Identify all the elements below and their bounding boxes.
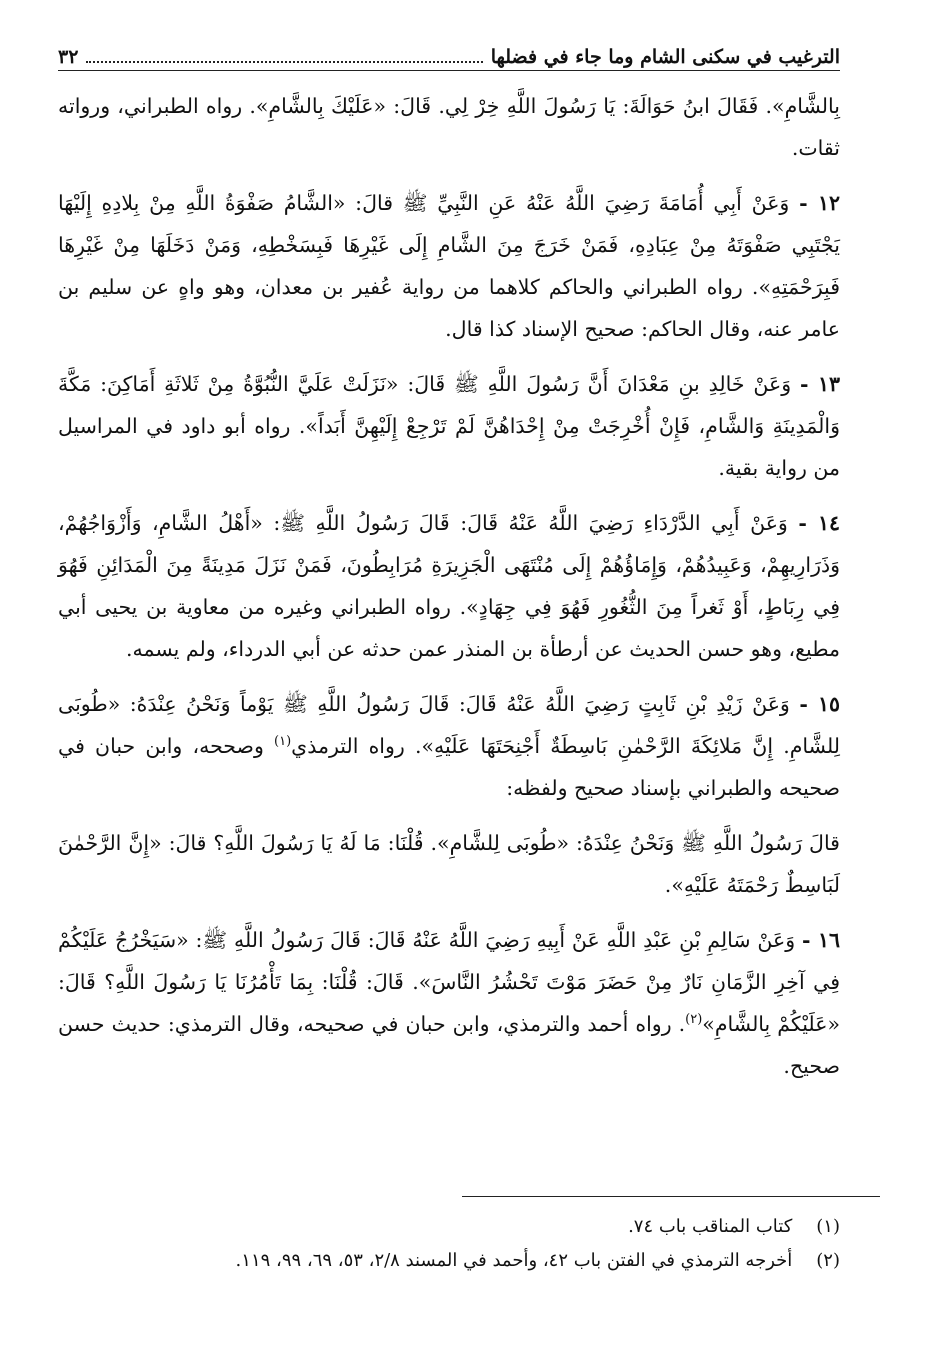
page-number: ٣٢ [58,46,79,68]
footnote-mark: (١) [816,1216,840,1237]
main-text [58,85,840,1087]
page-body [58,40,840,1100]
footnote-text: أخرجه الترمذي في الفتن باب ٤٢، وأحمد في المسند ٢/٨، ٥٣، ٦٩، ٩٩، ١١٩. [235,1250,793,1271]
paragraph-continuation [58,85,840,169]
running-title: الترغيب في سكنى الشام وما جاء في فضلها [490,46,840,68]
running-header [58,40,840,71]
hadith-number: ١٣ - [799,372,840,396]
footnote-text: كتاب المناقب باب ٧٤. [628,1216,793,1237]
hadith-text-cont: . رواه أحمد والترمذي، وابن حبان في صحيحه، وقال الترمذي: حديث حسن صحيح. [58,1012,840,1078]
hadith-text: وَعَنْ خَالِدِ بنِ مَعْدَانَ أَنَّ رَسُولَ اللَّهِ ﷺ قَالَ: «نَزَلَتْ عَلَيَّ النُّبُوَّةُ مِنْ ثَلاثَةِ أَمَاكِنَ: مَكَّةَ وَالْمَدِينَةِ وَالشَّامِ، فَإِنْ أُخْرِجَتْ مِنْ إِحْدَاهُنَّ لَمْ تَرْجِعْ إِلَيْهِنَّ أَبَداً». رواه أبو داود في المراسيل من رواية بقية. [58,372,840,480]
hadith-15-variant [58,822,840,906]
footnote-ref-2[interactable]: (٢) [685,1012,703,1028]
hadith-14 [58,502,840,670]
hadith-text-cont: وصححه، وابن حبان في صحيحه والطبراني بإسناد صحيح ولفظه: [58,734,840,800]
footnote-mark: (٢) [816,1250,840,1271]
footnote-1 [58,1210,840,1244]
hadith-number: ١٢ - [799,191,840,215]
hadith-15 [58,683,840,809]
hadith-text: وَعَنْ زَيْدِ بْنِ ثَابِتٍ رَضِيَ اللَّهُ عَنْهُ قَالَ: قَالَ رَسُولُ اللَّهِ ﷺ يَوْماً وَنَحْنُ عِنْدَهُ: «طُوبَى لِلشَّامِ. إِنَّ مَلائِكَةَ الرَّحْمٰنِ بَاسِطَةٌ أَجْنِحَتَهَا عَلَيْهِ». رواه الترمذي [58,692,840,758]
hadith-number: ١٦ - [802,928,840,952]
hadith-number: ١٥ - [799,692,840,716]
footnote-divider [462,1196,880,1197]
hadith-text: وَعَنْ أَبِي الدَّرْدَاءِ رَضِيَ اللَّهُ عَنْهُ قَالَ: قَالَ رَسُولُ اللَّهِ ﷺ: «أَهْلُ الشَّامِ، وَأَزْوَاجُهُمْ، وَذَرَارِيهِمْ، وَعَبِيدُهُمْ، وَإِمَاؤُهُمْ إِلَى مُنْتَهَى الْجَزِيرَةِ مُرَابِطُونَ، فَمَنْ نَزَلَ مَدِينَةً مِنَ الْمَدَائِنِ فَهُوَ فِي رِبَاطٍ، أَوْ ثَغراً مِنَ الثُّغُورِ فَهُوَ فِي جِهَادٍ». رواه الطبراني وغيره من معاوية بن يحيى أبي مطيع، وهو حسن الحديث عن أرطأة بن المنذر عمن حدثه عن أبي الدرداء، ولم يسمه. [58,511,840,661]
hadith-13 [58,363,840,489]
footnote-ref-1[interactable]: (١) [274,734,292,750]
footnote-2 [58,1244,840,1278]
footnotes [58,1210,840,1278]
paragraph-text: بِالشَّامِ». فَقَالَ ابنُ حَوَالَةَ: يَا رَسُولَ اللَّهِ خِرْ لِي. قَالَ: «عَلَيْكَ بِالشَّامِ». رواه الطبراني، ورواته ثقات. [58,94,840,160]
hadith-16 [58,919,840,1087]
leader-dots [86,61,482,63]
hadith-text: وَعَنْ أَبِي أُمَامَةَ رَضِيَ اللَّهُ عَنْهُ عَنِ النَّبِيِّ ﷺ قالَ: «الشَّامُ صَفْوَةُ اللَّهِ مِنْ بِلادِهِ إِلَيْهَا يَجْتَبِي صَفْوَتَهُ مِنْ عِبَادِهِ، فَمَنْ خَرَجَ مِنَ الشَّامِ إِلَى غَيْرِهَا فَبِسَخْطِهِ، وَمَنْ دَخَلَهَا مِنْ غَيْرِهَا فَبِرَحْمَتِهِ». رواه الطبراني والحاكم كلاهما من رواية عُفير بن معدان، وهو واهٍ عن سليم بن عامر عنه، وقال الحاكم: صحيح الإسناد كذا قال. [58,191,840,341]
hadith-text: وَعَنْ سَالِمِ بْنِ عَبْدِ اللَّهِ عَنْ أَبِيهِ رَضِيَ اللَّهُ عَنْهُ قَالَ: قَالَ رَسُولُ اللَّهِ ﷺ: «سَيَخْرُجُ عَلَيْكُمْ فِي آخِرِ الزَّمَانِ نَارٌ مِنْ حَضَرَ مَوْتَ تَحْشُرُ النَّاسَ». قَالَ: قُلْنَا: بِمَا تَأْمُرُنَا يَا رَسُولَ اللَّهِ؟ قَالَ: «عَلَيْكُمْ بِالشَّامِ» [58,928,840,1036]
paragraph-text: قالَ رَسُولُ اللَّهِ ﷺ وَنَحْنُ عِنْدَهُ: «طُوبَى لِلشَّامِ». قُلْنَا: مَا لَهُ يَا رَسُولَ اللَّهِ؟ قالَ: «إِنَّ الرَّحْمٰنَ لَبَاسِطٌ رَحْمَتَهُ عَلَيْهِ». [58,831,840,897]
hadith-12 [58,182,840,350]
hadith-number: ١٤ - [798,511,840,535]
